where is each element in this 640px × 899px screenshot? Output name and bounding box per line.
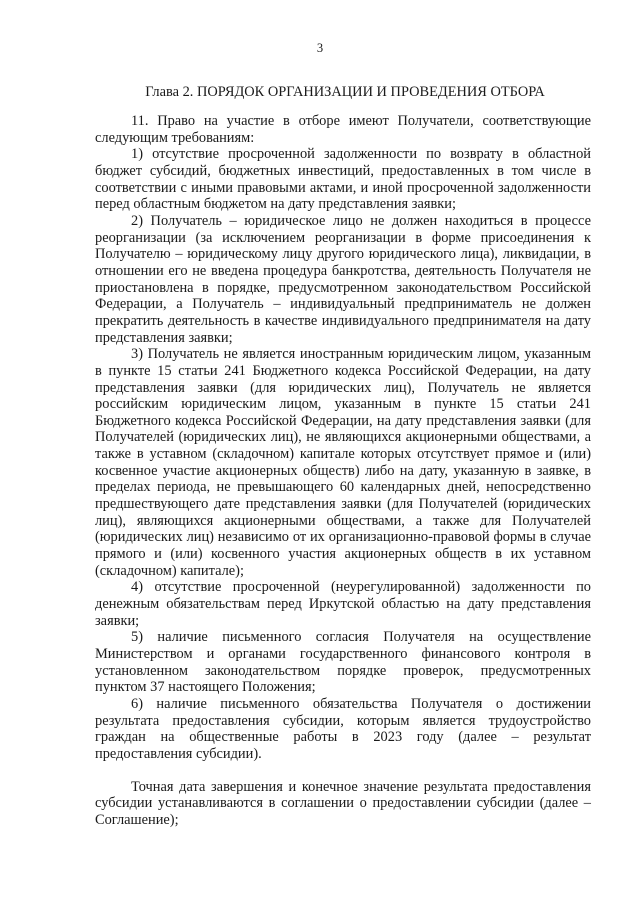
paragraph-requirement-6: 6) наличие письменного обязательства Получателя о достижении результата предоставления субсидии, которым является трудоустройство граждан на общественные работы в 2023 году (далее – результат предоставления субсидии). — [95, 695, 591, 762]
paragraph-requirement-3: 3) Получатель не является иностранным юридическим лицом, указанным в пункте 15 статьи 241 Бюджетного кодекса Российской Федерации, на дату представления заявки (для юридических лиц), Получатель не является российским юридическим лицом, указанным в пункте 15 статьи 241 Бюджетного кодекса Российской Федерации, на дату представления заявки (для Получателей (юридических лиц), не являющихся акционерными обществами, а также в уставном (складочном) капитале которых отсутствует прямое и (или) косвенное участие акционерных обществ) либо на дату, указанную в заявке, в пределах периода, не превышающего 60 календарных дней, непосредственно предшествующего дате представления заявки (для Получателей (юридических лиц), являющихся акционерными обществами, а также для Получателей (юридических лиц) независимо от их организационно-правовой формы в случае прямого и (или) косвенного участия акционерных обществ в их уставном (складочном) капитале); — [95, 346, 591, 579]
page-number: 3 — [316, 41, 324, 55]
chapter-title: Глава 2. ПОРЯДОК ОРГАНИЗАЦИИ И ПРОВЕДЕНИЯ ОТБОРА — [145, 84, 545, 100]
paragraph-11-intro: 11. Право на участие в отборе имеют Получатели, соответствующие следующим требованиям: — [95, 113, 591, 146]
paragraph-requirement-2: 2) Получатель – юридическое лицо не должен находиться в процессе реорганизации (за исключением реорганизации в форме присоединения к Получателю – юридическому лицу другого юридического лица), ликвидации, в отношении его не введена процедура банкротства, деятельность Получателя не приостановлена в порядке, предусмотренном законодательством Российской Федерации, а Получатель – индивидуальный предприниматель не должен прекратить деятельность в качестве индивидуального предпринимателя на дату представления заявки; — [95, 212, 591, 346]
paragraph-requirement-4: 4) отсутствие просроченной (неурегулированной) задолженности по денежным обязательствам перед Иркутской областью на дату представления заявки; — [95, 579, 591, 629]
document-body — [95, 113, 591, 829]
paragraph-result-date: Точная дата завершения и конечное значение результата предоставления субсидии устанавливаются в соглашении о предоставлении субсидии (далее – Соглашение); — [95, 778, 591, 828]
paragraph-requirement-1: 1) отсутствие просроченной задолженности по возврату в областной бюджет субсидий, бюджетных инвестиций, предоставленных в том числе в соответствии с иными правовыми актами, и иной просроченной задолженности перед областным бюджетом на дату представления заявки; — [95, 146, 591, 213]
paragraph-requirement-5: 5) наличие письменного согласия Получателя на осуществление Министерством и органами государственного финансового контроля в установленном законодательством порядке проверок, предусмотренных пунктом 37 настоящего Положения; — [95, 629, 591, 696]
